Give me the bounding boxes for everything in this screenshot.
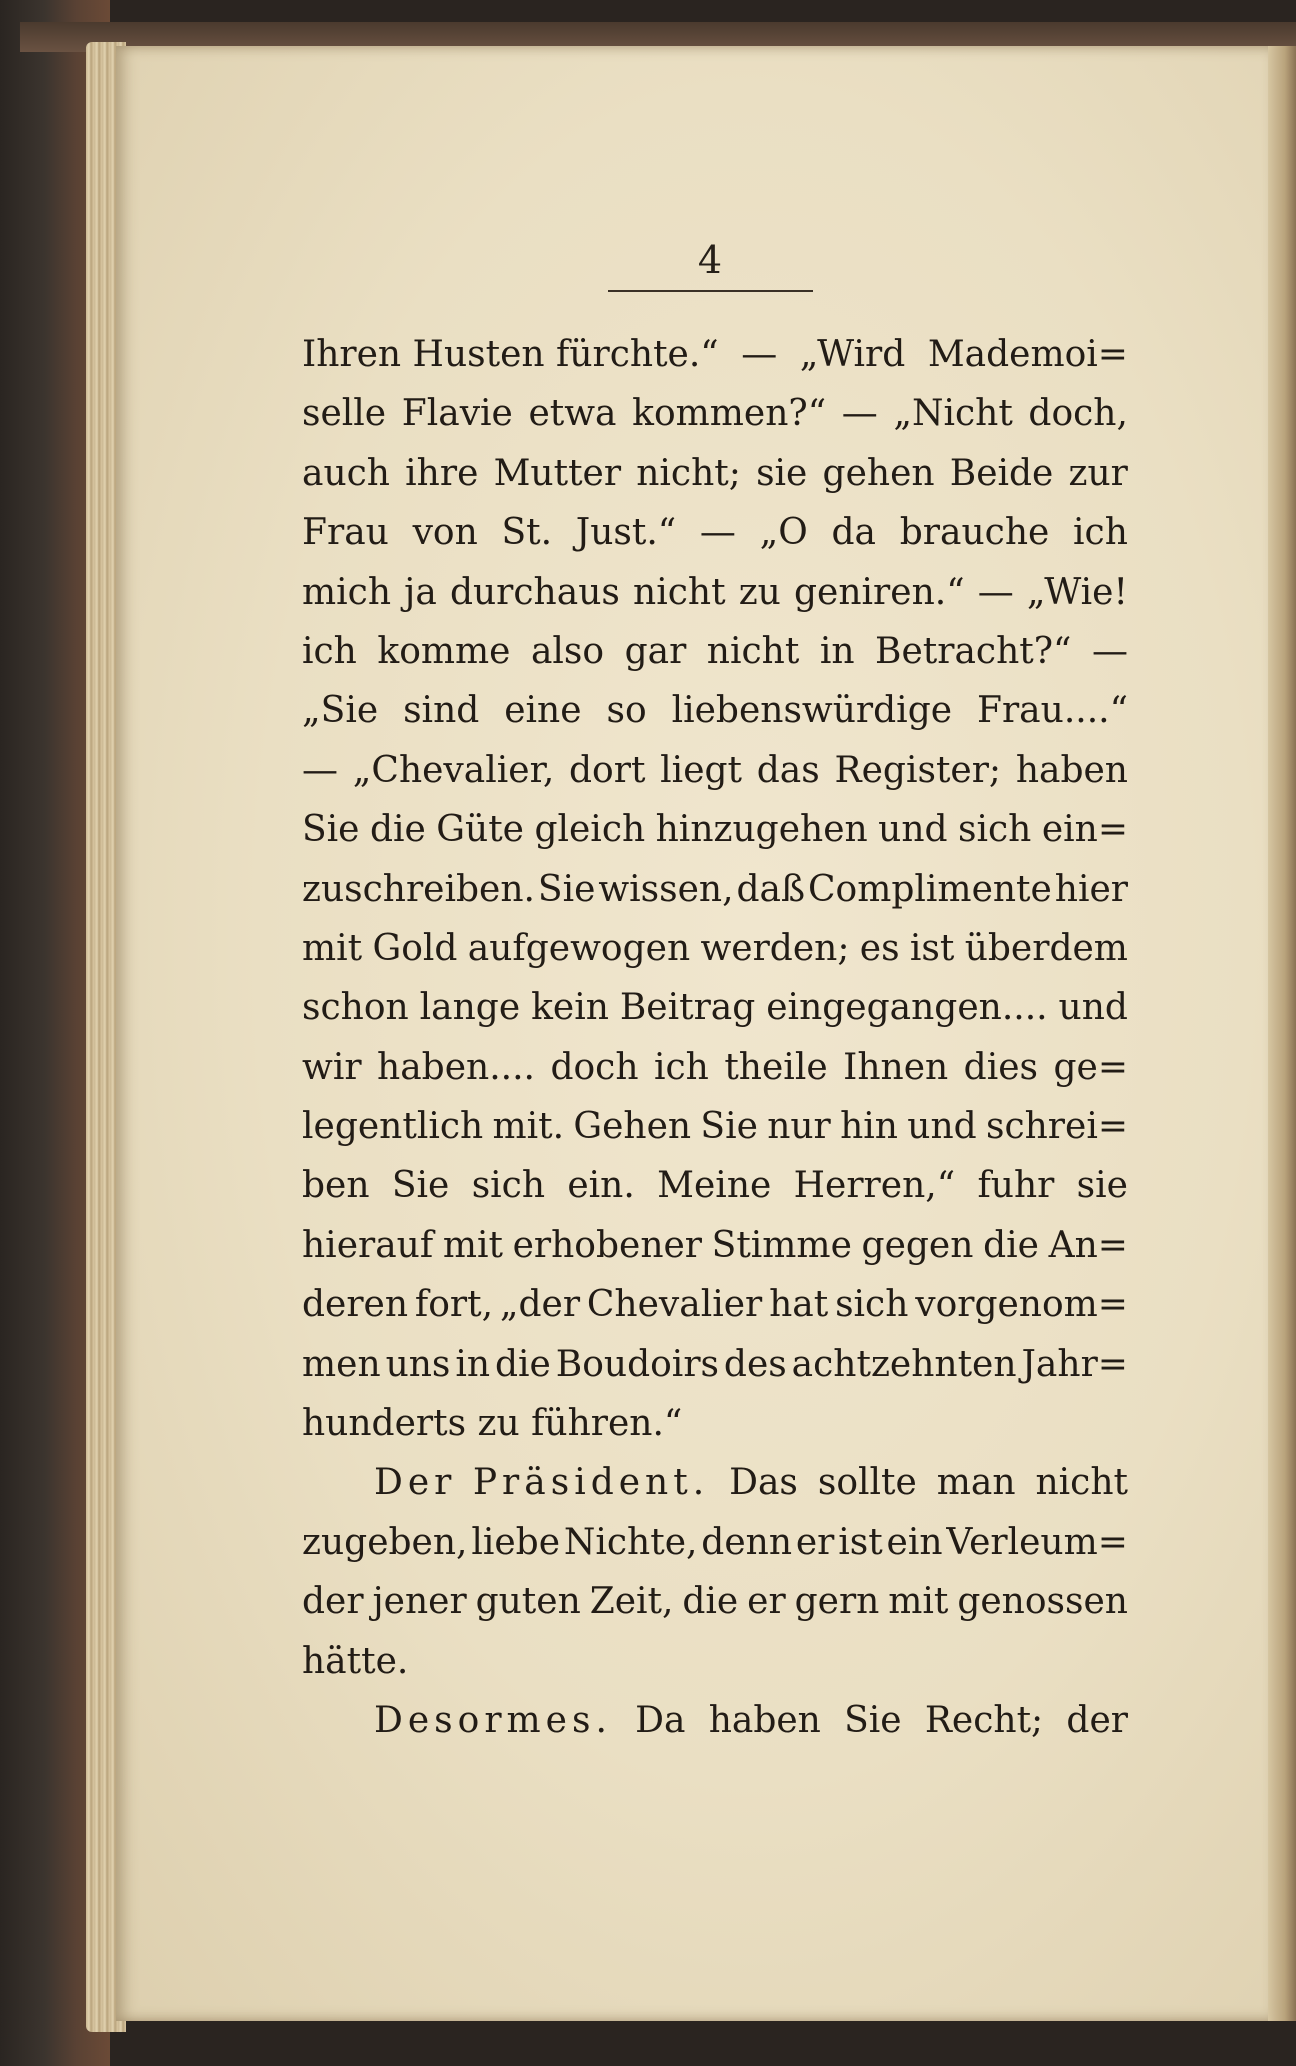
word: St. xyxy=(501,512,553,554)
word: Ihren Husten fürchte.“ xyxy=(302,334,719,375)
word: Sie xyxy=(844,1699,902,1741)
word: die xyxy=(369,809,426,851)
word: gleich xyxy=(534,809,646,851)
word: auch xyxy=(302,452,390,494)
word: hätte. xyxy=(302,1640,409,1682)
word: ich xyxy=(1073,512,1128,554)
text-line xyxy=(302,928,1128,987)
word: doch, xyxy=(1028,393,1128,435)
text-line xyxy=(302,1165,1128,1224)
word: sie xyxy=(756,452,808,494)
word: fort, xyxy=(414,1284,494,1326)
word: erhobener xyxy=(512,1224,703,1266)
text-line xyxy=(302,809,1128,868)
word: sollte xyxy=(817,1462,917,1504)
word: „Chevalier, xyxy=(352,749,555,791)
word: denn xyxy=(701,1521,793,1563)
word: der xyxy=(1066,1699,1128,1741)
word: Ihnen xyxy=(843,1046,949,1088)
word: wir xyxy=(302,1046,362,1088)
word: haben.... xyxy=(377,1046,535,1088)
word: nur xyxy=(767,1106,831,1148)
word: so xyxy=(606,690,647,732)
word: schon xyxy=(302,987,409,1029)
word: Herren,“ xyxy=(793,1165,956,1207)
word: ein. xyxy=(567,1165,635,1207)
text-line xyxy=(302,750,1128,809)
word: des xyxy=(723,1343,787,1385)
word: Beitrag xyxy=(619,987,756,1029)
word: — xyxy=(841,393,878,435)
text-line xyxy=(302,1344,1128,1403)
word: ich xyxy=(654,1046,709,1088)
text-line xyxy=(302,1284,1128,1343)
text-line xyxy=(302,1581,1128,1640)
text-line xyxy=(302,1462,1128,1521)
word: überdem xyxy=(964,927,1128,969)
word: genossen xyxy=(957,1581,1128,1623)
word: die xyxy=(983,1224,1039,1266)
text-line xyxy=(302,869,1128,928)
page-right-edge xyxy=(1268,46,1296,2021)
word: und xyxy=(1058,987,1128,1029)
word: und xyxy=(907,1106,977,1148)
word: liebe xyxy=(471,1521,561,1563)
text-line xyxy=(302,1641,1128,1700)
text-line xyxy=(302,1700,1128,1759)
word: Das xyxy=(729,1462,798,1504)
word: Jahr= xyxy=(1021,1343,1128,1385)
word: ihre xyxy=(405,452,479,494)
text-line xyxy=(302,572,1128,631)
word: von xyxy=(412,512,478,554)
word: hin xyxy=(840,1106,898,1148)
word: kein xyxy=(531,987,609,1029)
text-line xyxy=(302,1225,1128,1284)
word: Gold xyxy=(372,927,458,969)
word: mit xyxy=(302,927,363,969)
word: Betracht?“ xyxy=(875,630,1072,672)
word: „Nicht xyxy=(893,393,1013,435)
word: ein xyxy=(886,1521,943,1563)
word: hier xyxy=(1054,868,1128,910)
word: mit xyxy=(888,1581,949,1623)
word: gehen xyxy=(822,452,935,494)
word: selle xyxy=(302,393,387,435)
word: sind xyxy=(403,690,480,732)
word: Sie xyxy=(537,868,596,910)
word: sich xyxy=(471,1165,546,1207)
word: komme xyxy=(377,630,511,672)
word: eine xyxy=(504,690,582,732)
word: deren xyxy=(302,1284,409,1326)
word: mit xyxy=(442,1224,503,1266)
word: schrei= xyxy=(985,1106,1128,1148)
word: Verleum= xyxy=(946,1521,1128,1563)
word: legentlich xyxy=(302,1106,484,1148)
word: kommen?“ xyxy=(632,393,827,435)
word: men xyxy=(302,1343,381,1385)
text-line xyxy=(302,1106,1128,1165)
text-line xyxy=(302,453,1128,512)
word: Meine xyxy=(657,1165,772,1207)
word: wissen, xyxy=(598,868,734,910)
text-line xyxy=(302,512,1128,571)
word: Complimente xyxy=(808,868,1052,910)
word: ich xyxy=(302,630,357,672)
word: An= xyxy=(1048,1224,1128,1266)
word: Recht; xyxy=(924,1699,1044,1741)
word: dies xyxy=(963,1046,1039,1088)
word: etwa xyxy=(528,393,617,435)
word: Nichte, xyxy=(563,1521,698,1563)
speaker-name: Der Präsident. xyxy=(374,1462,710,1504)
word: haben xyxy=(708,1699,821,1741)
word: Stimme xyxy=(711,1224,852,1266)
word: theile xyxy=(724,1046,828,1088)
word: Zeit, xyxy=(589,1581,674,1623)
header-rule xyxy=(608,290,813,292)
word: Chevalier xyxy=(586,1284,763,1326)
word: jener xyxy=(372,1581,467,1623)
text-line xyxy=(302,1403,1128,1462)
word: Güte xyxy=(436,809,524,851)
word: Frau....“ xyxy=(976,690,1128,732)
word: „Wie! xyxy=(1026,571,1128,613)
word: uns xyxy=(385,1343,451,1385)
word: mich xyxy=(302,571,391,613)
word: Register; xyxy=(834,749,1002,791)
word: achtzehnten xyxy=(791,1343,1017,1385)
word: dort xyxy=(569,749,646,791)
word: ja xyxy=(404,571,437,613)
word: die xyxy=(494,1343,551,1385)
word: haben xyxy=(1015,749,1128,791)
word: in xyxy=(455,1343,491,1385)
word: lange xyxy=(419,987,521,1029)
word: — xyxy=(741,334,778,375)
page-number: 4 xyxy=(697,238,723,282)
word: brauche xyxy=(899,512,1050,554)
text-line xyxy=(302,690,1128,749)
text-line xyxy=(302,1047,1128,1106)
word: gar xyxy=(624,630,687,672)
word: zur xyxy=(1068,452,1128,494)
word: er xyxy=(795,1521,835,1563)
word: ist xyxy=(909,927,955,969)
word: — xyxy=(1091,630,1128,672)
word: und xyxy=(878,809,948,851)
word: vorgenom= xyxy=(915,1284,1128,1326)
word: guten xyxy=(475,1581,581,1623)
word: doch xyxy=(550,1046,639,1088)
word: — xyxy=(302,749,338,791)
word: gegen xyxy=(861,1224,974,1266)
word: hunderts zu führen.“ xyxy=(302,1403,683,1445)
word: zugeben, xyxy=(302,1521,468,1563)
word: Gehen xyxy=(573,1106,692,1148)
word: sich xyxy=(835,1284,909,1326)
word: sich xyxy=(958,809,1032,851)
word: hat xyxy=(769,1284,829,1326)
word: in xyxy=(819,630,855,672)
body-text xyxy=(302,334,1128,1759)
word: „Sie xyxy=(302,690,379,732)
text-line xyxy=(302,393,1128,452)
word: Sie xyxy=(700,1106,758,1148)
word: ist xyxy=(838,1521,883,1563)
word: — xyxy=(699,512,736,554)
word: Sie xyxy=(302,809,360,851)
word: also xyxy=(530,630,605,672)
word: nicht xyxy=(1035,1462,1128,1504)
word: nicht xyxy=(633,571,726,613)
word: Beide xyxy=(949,452,1054,494)
word: „O xyxy=(759,512,808,554)
word: aufgewogen xyxy=(467,927,691,969)
word: Mademoi= xyxy=(927,334,1128,375)
word: die xyxy=(682,1581,739,1623)
word: — xyxy=(977,571,1014,613)
word: geniren.“ xyxy=(794,571,965,613)
word: „der xyxy=(499,1284,581,1326)
word: nicht xyxy=(706,630,800,672)
word: das xyxy=(756,749,820,791)
text-line xyxy=(302,631,1128,690)
word: ge= xyxy=(1053,1046,1128,1088)
word: eingegangen.... xyxy=(766,987,1048,1029)
word: Just.“ xyxy=(575,512,677,554)
word: da xyxy=(831,512,877,554)
word: Boudoirs xyxy=(555,1343,719,1385)
word: Frau xyxy=(302,512,389,554)
speaker-name: Desormes. xyxy=(374,1699,612,1741)
word: er xyxy=(747,1581,786,1623)
word: hinzugehen xyxy=(655,809,868,851)
text-line xyxy=(302,1522,1128,1581)
word: zuschreiben. xyxy=(302,868,535,910)
word: liegt xyxy=(660,749,743,791)
word: daß xyxy=(736,868,806,910)
word: fuhr xyxy=(977,1165,1055,1207)
word: Da xyxy=(635,1699,686,1741)
word: der xyxy=(302,1581,364,1623)
word: durchaus xyxy=(449,571,620,613)
word: „Wird xyxy=(799,334,906,375)
word: ben xyxy=(302,1165,370,1207)
text-line xyxy=(302,987,1128,1046)
word: sie xyxy=(1076,1165,1128,1207)
word: ein= xyxy=(1041,809,1128,851)
word: liebenswürdige xyxy=(671,690,953,732)
word: es xyxy=(859,927,900,969)
text-line xyxy=(302,334,1128,393)
word: man xyxy=(936,1462,1016,1504)
word: gern xyxy=(794,1581,880,1623)
word: Sie xyxy=(391,1165,450,1207)
word: werden; xyxy=(700,927,850,969)
word: mit. xyxy=(492,1106,565,1148)
word: Mutter xyxy=(493,452,622,494)
word: zu xyxy=(738,571,781,613)
word: hierauf xyxy=(302,1224,434,1266)
word: nicht; xyxy=(636,452,741,494)
word: Flavie xyxy=(401,393,513,435)
